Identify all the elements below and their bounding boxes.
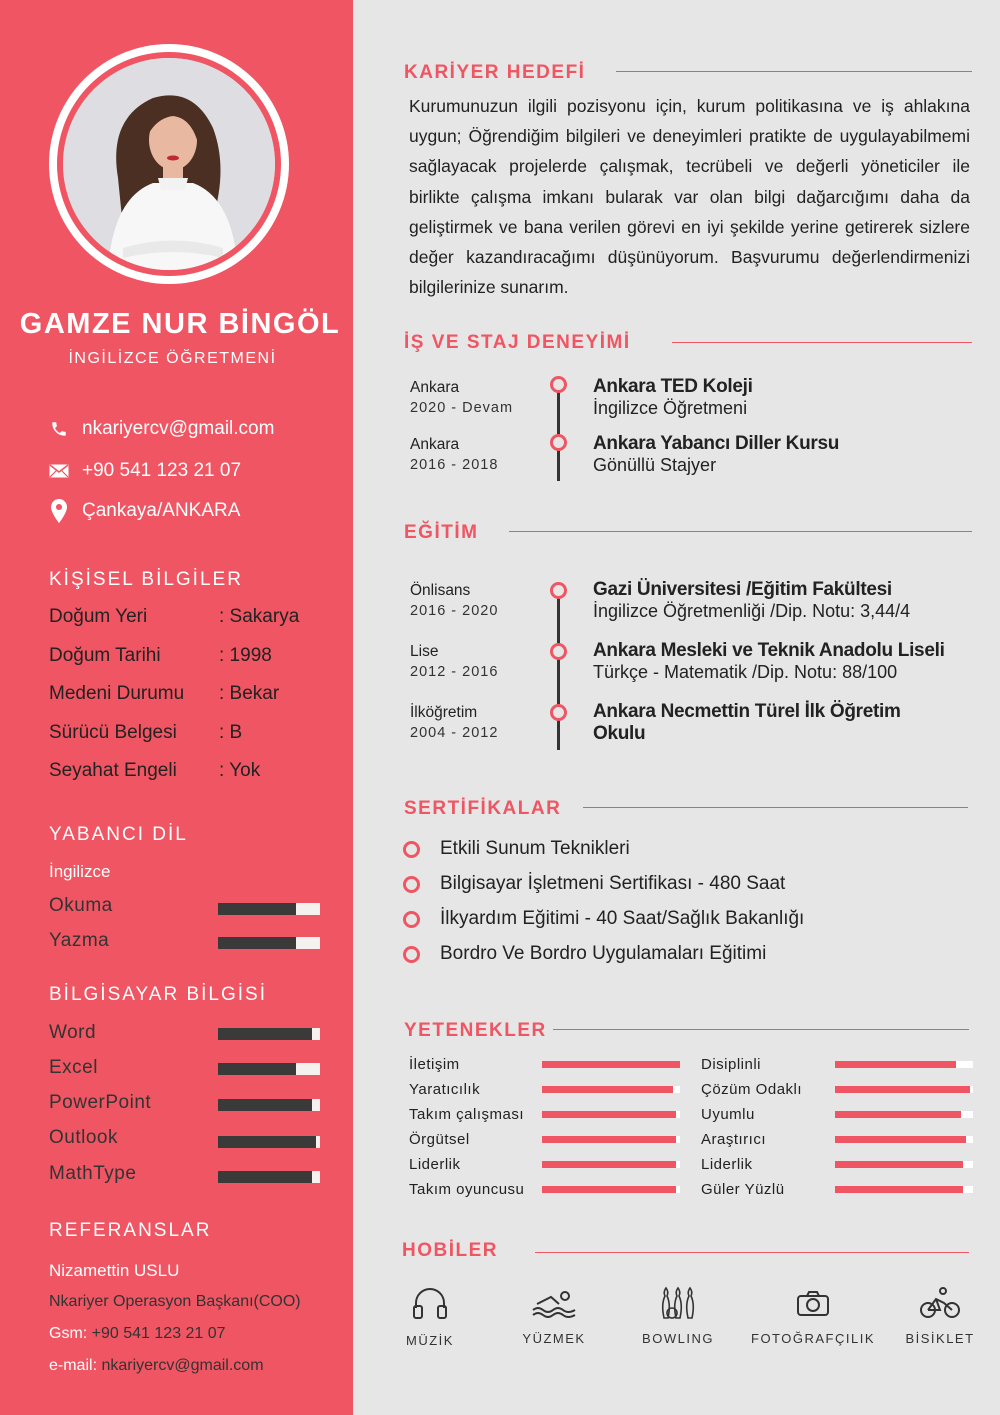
personal-row: Medeni Durumu : Bekar — [49, 683, 280, 704]
candidate-role: İNGİLİZCE ÖĞRETMENİ — [68, 350, 277, 367]
education-meta: Önlisans 2016 - 2020 — [410, 582, 499, 619]
timeline-dot — [550, 643, 567, 660]
swimmer-icon — [489, 1283, 619, 1323]
computer-skill-bar — [218, 1171, 320, 1183]
contact-email[interactable] — [48, 418, 274, 440]
certificate-item: Bilgisayar İşletmeni Sertifikası - 480 Saat — [403, 873, 785, 895]
reference-email[interactable]: e-mail: nkariyercv@gmail.com — [49, 1357, 264, 1374]
computer-skill-label: PowerPoint — [49, 1092, 152, 1113]
skill-bar — [542, 1161, 680, 1168]
objective-heading: KARİYER HEDEFİ — [404, 62, 586, 83]
profile-photo — [63, 58, 275, 270]
bowling-pins-icon — [613, 1283, 743, 1323]
location-pin-icon — [48, 500, 70, 522]
skill-label: Uyumlu — [701, 1106, 755, 1123]
skill-bar — [542, 1061, 680, 1068]
experience-entry: Ankara TED Koleji İngilizce Öğretmeni — [593, 376, 753, 418]
timeline-dot — [550, 434, 567, 451]
hobby-item: YÜZMEK — [489, 1283, 619, 1346]
divider — [672, 342, 972, 343]
timeline-dot — [550, 704, 567, 721]
skill-label: İletişim — [409, 1056, 460, 1073]
bullet-icon — [403, 841, 420, 858]
skill-bar — [835, 1111, 973, 1118]
reference-gsm: Gsm: +90 541 123 21 07 — [49, 1325, 226, 1342]
phone-text: +90 541 123 21 07 — [82, 460, 242, 481]
timeline-dot — [550, 376, 567, 393]
sidebar — [0, 0, 353, 1415]
timeline-dot — [550, 582, 567, 599]
profile-photo-frame — [49, 44, 289, 284]
personal-row: Sürücü Belgesi : B — [49, 722, 243, 743]
education-timeline — [557, 588, 560, 750]
divider — [509, 531, 972, 532]
divider — [553, 1029, 969, 1030]
hobbies-heading: HOBİLER — [402, 1240, 498, 1261]
certificate-item: İlkyardım Eğitimi - 40 Saat/Sağlık Bakanlığı — [403, 908, 804, 930]
skill-bar — [542, 1136, 680, 1143]
computer-skill-bar — [218, 1028, 320, 1040]
hobby-item: MÜZİK — [365, 1283, 495, 1348]
language-skill-bar — [218, 903, 320, 915]
divider — [535, 1252, 969, 1253]
skill-bar — [835, 1161, 973, 1168]
candidate-name: GAMZE NUR BİNGÖL — [19, 308, 341, 340]
skill-label: Takım oyuncusu — [409, 1181, 525, 1198]
skill-bar — [542, 1186, 680, 1193]
headphones-icon — [365, 1283, 495, 1323]
certificates-heading: SERTİFİKALAR — [404, 798, 562, 819]
experience-timeline — [557, 385, 560, 481]
references-heading: REFERANSLAR — [49, 1220, 212, 1241]
hobby-item: FOTOĞRAFÇILIK — [748, 1283, 878, 1346]
envelope-icon — [48, 460, 70, 482]
experience-meta: Ankara 2020 - Devam — [410, 379, 514, 416]
skill-bar — [835, 1086, 973, 1093]
personal-row: Doğum Yeri : Sakarya — [49, 606, 300, 627]
computer-heading: BİLGİSAYAR BİLGİSİ — [49, 984, 267, 1005]
bullet-icon — [403, 876, 420, 893]
skill-label: Örgütsel — [409, 1131, 470, 1148]
computer-skill-label: Excel — [49, 1057, 98, 1078]
contact-phone[interactable] — [48, 460, 241, 482]
location-text: Çankaya/ANKARA — [82, 500, 241, 521]
personal-row: Seyahat Engeli : Yok — [49, 760, 261, 781]
computer-skill-label: Word — [49, 1022, 97, 1043]
language-skill-bar — [218, 937, 320, 949]
skill-bar — [835, 1136, 973, 1143]
skill-bar — [542, 1086, 680, 1093]
hobby-item: BOWLING — [613, 1283, 743, 1346]
education-entry: Ankara Necmettin Türel İlk Öğretim Okulu — [593, 701, 901, 744]
bicycle-icon — [875, 1283, 1000, 1323]
experience-meta: Ankara 2016 - 2018 — [410, 436, 499, 473]
objective-text: Kurumunuzun ilgili pozisyonu için, kurum politikasına ve iş ahlakına uygun; Öğrendiğim bilgileri ve deneyimleri pratikte de uygulayabilmemi sağlayacak projelerde çalışmak, tecrübeli ve değerli yöneticiler ile birlikte çalışma imkanı bularak var olan bilgi dağarcığımı daha da geliştirmek ve bana verilen görevi en iyi şekilde yerine getirerek sizlere değer kazandıracağımı düşünüyorum. Başvurumu değerlendirmenizi bilgilerinize sunarım. — [409, 96, 970, 298]
skill-bar — [835, 1061, 973, 1068]
phone-icon — [48, 418, 70, 440]
skill-label: Araştırıcı — [701, 1131, 767, 1148]
skill-label: Yaratıcılık — [409, 1081, 481, 1098]
computer-skill-bar — [218, 1063, 320, 1075]
bullet-icon — [403, 946, 420, 963]
divider — [583, 807, 968, 808]
personal-row: Doğum Tarihi : 1998 — [49, 645, 272, 666]
skills-heading: YETENEKLER — [404, 1020, 547, 1041]
education-heading: EĞİTİM — [404, 522, 479, 543]
computer-skill-bar — [218, 1099, 320, 1111]
divider — [616, 71, 972, 72]
certificate-item: Etkili Sunum Teknikleri — [403, 838, 630, 860]
language-skill-label: Yazma — [49, 930, 110, 951]
skill-label: Çözüm Odaklı — [701, 1081, 803, 1098]
skill-label: Disiplinli — [701, 1056, 762, 1073]
email-text: nkariyercv@gmail.com — [82, 418, 275, 439]
computer-skill-label: Outlook — [49, 1127, 118, 1148]
experience-heading: İŞ VE STAJ DENEYİMİ — [404, 332, 631, 353]
languages-heading: YABANCI DİL — [49, 824, 188, 845]
skill-label: Liderlik — [409, 1156, 461, 1173]
education-entry: Gazi Üniversitesi /Eğitim Fakültesi İngilizce Öğretmenliği /Dip. Notu: 3,44/4 — [593, 579, 911, 621]
computer-skill-label: MathType — [49, 1163, 137, 1184]
personal-heading: KİŞİSEL BİLGİLER — [49, 569, 243, 590]
education-entry: Ankara Mesleki ve Teknik Anadolu Liseli Türkçe - Matematik /Dip. Notu: 88/100 — [593, 640, 945, 682]
reference-title: Nkariyer Operasyon Başkanı(COO) — [49, 1293, 301, 1310]
skill-bar — [542, 1111, 680, 1118]
camera-icon — [748, 1283, 878, 1323]
skill-label: Takım çalışması — [409, 1106, 525, 1123]
hobby-item: BİSİKLET — [875, 1283, 1000, 1346]
experience-entry: Ankara Yabancı Diller Kursu Gönüllü Stajyer — [593, 433, 840, 475]
certificate-item: Bordro Ve Bordro Uygulamaları Eğitimi — [403, 943, 766, 965]
education-meta: Lise 2012 - 2016 — [410, 643, 499, 680]
education-meta: İlköğretim 2004 - 2012 — [410, 704, 499, 741]
language-skill-label: Okuma — [49, 895, 113, 916]
skill-bar — [835, 1186, 973, 1193]
computer-skill-bar — [218, 1136, 320, 1148]
language-name: İngilizce — [49, 862, 111, 881]
skill-label: Güler Yüzlü — [701, 1181, 785, 1198]
skill-label: Liderlik — [701, 1156, 753, 1173]
reference-name: Nizamettin USLU — [49, 1261, 180, 1280]
bullet-icon — [403, 911, 420, 928]
contact-location — [48, 500, 240, 522]
